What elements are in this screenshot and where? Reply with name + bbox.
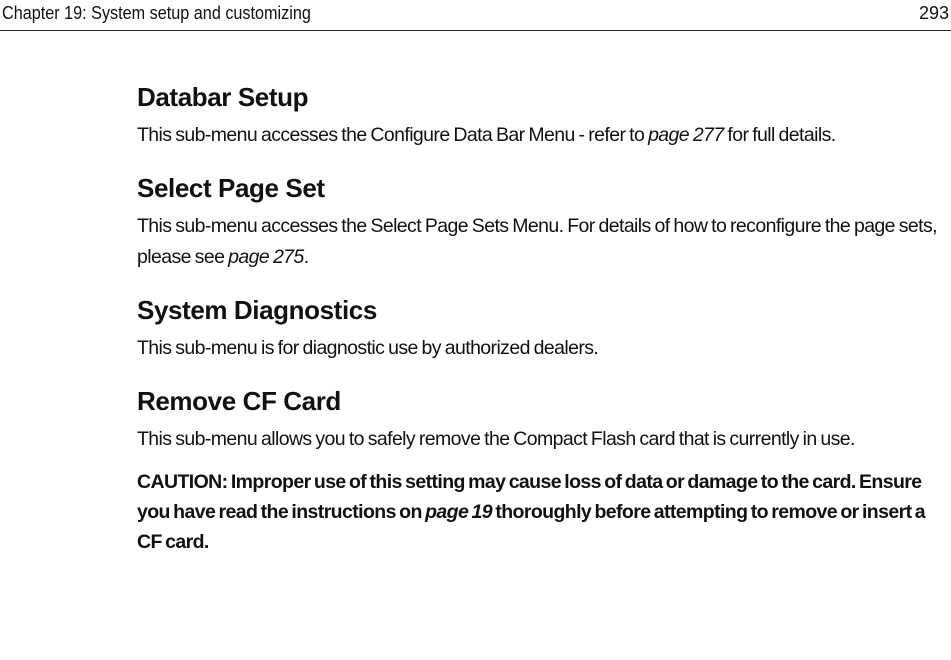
chapter-title: Chapter 19: System setup and customizing [2,3,311,23]
section-title: Select Page Set [137,173,325,203]
section-body: This sub-menu allows you to safely remove the Compact Flash card that is currently in use. [137,428,855,450]
section-system-diagnostics [137,293,949,364]
section-body: This sub-menu accesses the Select Page Sets Menu. For details of how to reconfigure the page sets, please see page 275. [137,215,937,268]
page-link[interactable]: page 19 [425,501,492,523]
caution-note: CAUTION: Improper use of this setting may cause loss of data or damage to the card. Ensure you have read the instructions on page 19 thoroughly before attempting to remove or insert a CF card. [137,471,926,553]
section-select-page-set [137,171,949,273]
section-remove-cf-card [137,384,949,557]
section-title: System Diagnostics [137,295,377,325]
section-title: Databar Setup [137,82,309,112]
page-link[interactable]: page 277 [648,124,724,146]
section-databar-setup [137,80,949,151]
section-body: This sub-menu accesses the Configure Data Bar Menu - refer to page 277 for full details. [137,124,836,146]
page-link[interactable]: page 275 [228,246,304,268]
section-body: This sub-menu is for diagnostic use by authorized dealers. [137,337,599,359]
page-header [0,0,951,31]
page-number: 293 [918,3,949,23]
section-title: Remove CF Card [137,386,341,416]
caution-label: CAUTION: [137,471,228,493]
page-content [137,80,949,557]
